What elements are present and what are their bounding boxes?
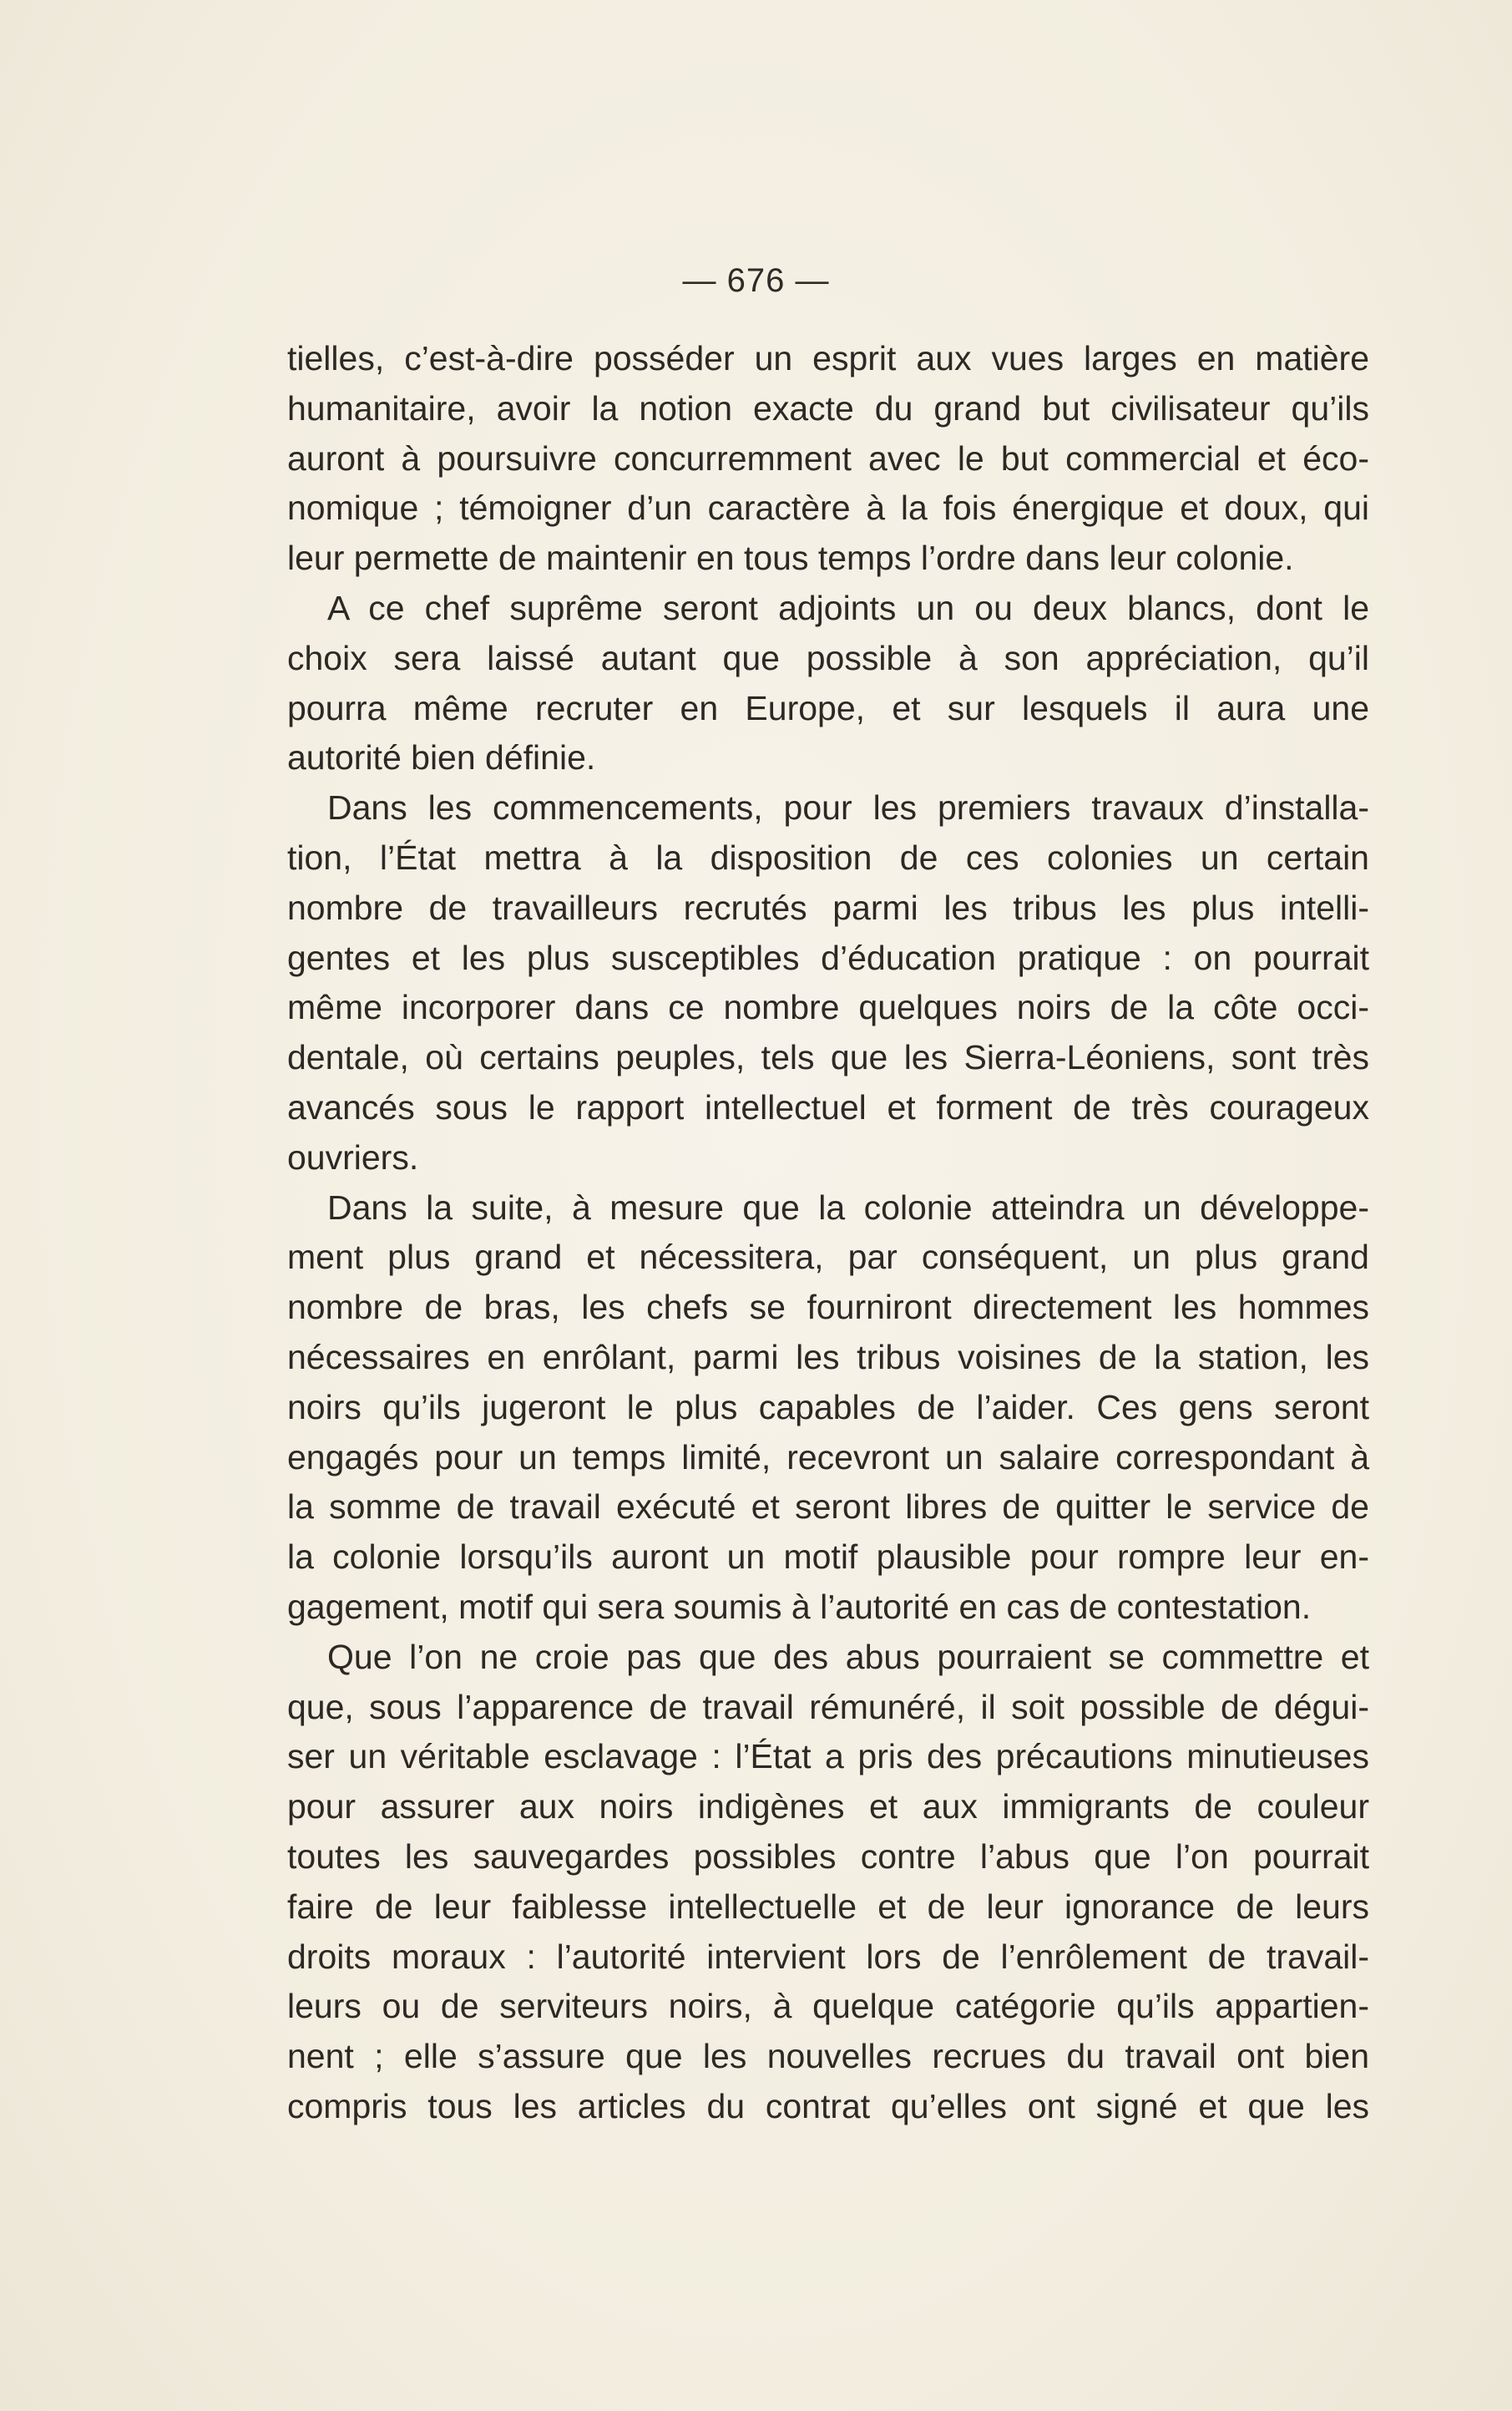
text-line: même incorporer dans ce nombre quelques noirs de la côte occi- [287, 988, 1369, 1027]
text-line: avancés sous le rapport intellectuel et forment de très courageux [287, 1087, 1369, 1127]
text-line: nent ; elle s’assure que les nouvelles recrues du travail ont bien [287, 2037, 1369, 2076]
text-line: pourra même recruter en Europe, et sur lesquels il aura une [287, 688, 1369, 727]
text-line: ouvriers. [287, 1137, 419, 1177]
text-line: autorité bien définie. [287, 738, 596, 777]
text-line: choix sera laissé autant que possible à son appréciation, qu’il [287, 638, 1369, 677]
text-line: pour assurer aux noirs indigènes et aux immigrants de couleur [287, 1787, 1369, 1826]
text-line: droits moraux : l’autorité intervient lors de l’enrôlement de travail- [287, 1937, 1369, 1976]
text-line: nécessaires en enrôlant, parmi les tribus voisines de la station, les [287, 1337, 1369, 1376]
text-line: nombre de bras, les chefs se fourniront directement les hommes [287, 1288, 1369, 1327]
text-line: faire de leur faiblesse intellectuelle et de leur ignorance de leurs [287, 1887, 1369, 1926]
text-line: tion, l’État mettra à la disposition de ces colonies un certain [287, 838, 1369, 877]
text-line: Que l’on ne croie pas que des abus pourraient se commettre et [327, 1637, 1369, 1676]
page-number: — 676 — [682, 262, 830, 299]
text-line: noirs qu’ils jugeront le plus capables de l’aider. Ces gens seront [287, 1387, 1369, 1426]
text-line: que, sous l’apparence de travail rémunéré, il soit possible de dégui- [287, 1687, 1369, 1726]
text-line: nombre de travailleurs recrutés parmi les tribus les plus intelli- [287, 888, 1369, 927]
text-line: A ce chef suprême seront adjoints un ou deux blancs, dont le [327, 588, 1369, 627]
text-line: tielles, c’est-à-dire posséder un esprit aux vues larges en matière [287, 339, 1369, 377]
text-line: humanitaire, avoir la notion exacte du grand but civilisateur qu’ils [287, 388, 1369, 428]
text-line: engagés pour un temps limité, recevront un salaire correspondant à [287, 1437, 1369, 1476]
text-line: nomique ; témoigner d’un caractère à la fois énergique et doux, qui [287, 489, 1369, 528]
text-line: gagement, motif qui sera soumis à l’autorité en cas de contestation. [287, 1587, 1312, 1626]
text-line: la colonie lorsqu’ils auront un motif plausible pour rompre leur en- [287, 1537, 1369, 1577]
text-line: la somme de travail exécuté et seront libres de quitter le service de [287, 1487, 1369, 1527]
text-line: compris tous les articles du contrat qu’elles ont signé et que les [287, 2086, 1369, 2125]
body-text [287, 334, 1369, 2132]
text-line: dentale, où certains peuples, tels que les Sierra-Léoniens, sont très [287, 1038, 1369, 1077]
text-line: gentes et les plus susceptibles d’éducation pratique : on pourrait [287, 938, 1369, 977]
text-line: Dans les commencements, pour les premiers travaux d’installa- [327, 788, 1369, 828]
text-line: ser un véritable esclavage : l’État a pris des précautions minutieuses [287, 1737, 1369, 1776]
text-line: auront à poursuivre concurremment avec le but commercial et éco- [287, 438, 1369, 478]
text-line: Dans la suite, à mesure que la colonie atteindra un développe- [327, 1188, 1369, 1227]
text-line: ment plus grand et nécessitera, par conséquent, un plus grand [287, 1238, 1369, 1277]
text-line: toutes les sauvegardes possibles contre l’abus que l’on pourrait [287, 1836, 1369, 1876]
text-line: leur permette de maintenir en tous temps l’ordre dans leur colonie. [287, 539, 1294, 578]
text-line: leurs ou de serviteurs noirs, à quelque catégorie qu’ils appartien- [287, 1987, 1369, 2026]
